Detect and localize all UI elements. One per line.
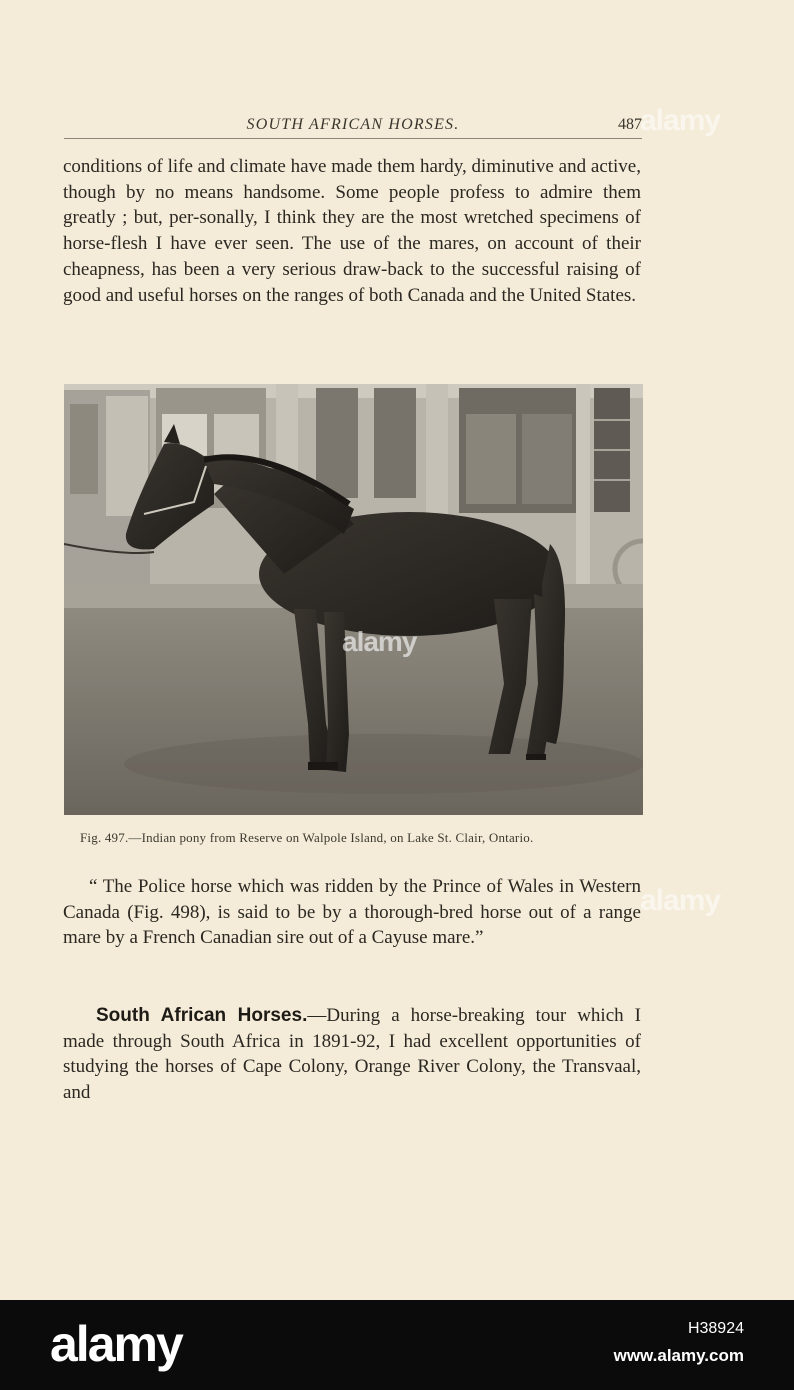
site-url: www.alamy.com xyxy=(613,1346,744,1365)
brand-logo-text: alamy xyxy=(50,1316,182,1372)
figure-caption: Fig. 497.—Indian pony from Reserve on Walpole Island, on Lake St. Clair, Ontario. xyxy=(80,830,534,845)
stock-footer-bar xyxy=(0,1300,794,1390)
running-head xyxy=(64,114,642,139)
body-paragraph-1: conditions of life and climate have made them hardy, diminutive and active, though by no means handsome. Some people profess to admire them greatly ; but, per-sonally, I think they are the most wretched specimens of horse-flesh I have ever seen. The use of the mares, on account of their cheapness, has been a very serious draw-back to the successful raising of good and useful horses on the ranges of both Canada and the United States. xyxy=(63,156,641,306)
body-paragraph-3 xyxy=(63,1003,641,1106)
horse-photo-illustration xyxy=(64,384,643,815)
running-title: SOUTH AFRICAN HORSES. xyxy=(246,116,460,133)
image-id: H38924 xyxy=(687,1320,744,1337)
watermark-text: alamy xyxy=(640,884,721,917)
horse-photograph xyxy=(64,384,643,815)
watermark-text: alamy xyxy=(640,104,721,137)
section-body-text: —During a horse-breaking tour which I made through South Africa in 1891-92, I had excellent opportunities of studying the horses of Cape Colony, Orange River Colony, the Transvaal, and xyxy=(63,1005,641,1104)
section-heading: South African Horses. xyxy=(96,1005,308,1026)
body-paragraph-2: “ The Police horse which was ridden by the Prince of Wales in Western Canada (Fig. 498), is said to be by a thorough-bred horse out of a range mare by a French Canadian sire out of a Cayuse mare.” xyxy=(63,876,641,949)
page-number: 487 xyxy=(618,116,642,133)
watermark-text: alamy xyxy=(342,626,417,657)
